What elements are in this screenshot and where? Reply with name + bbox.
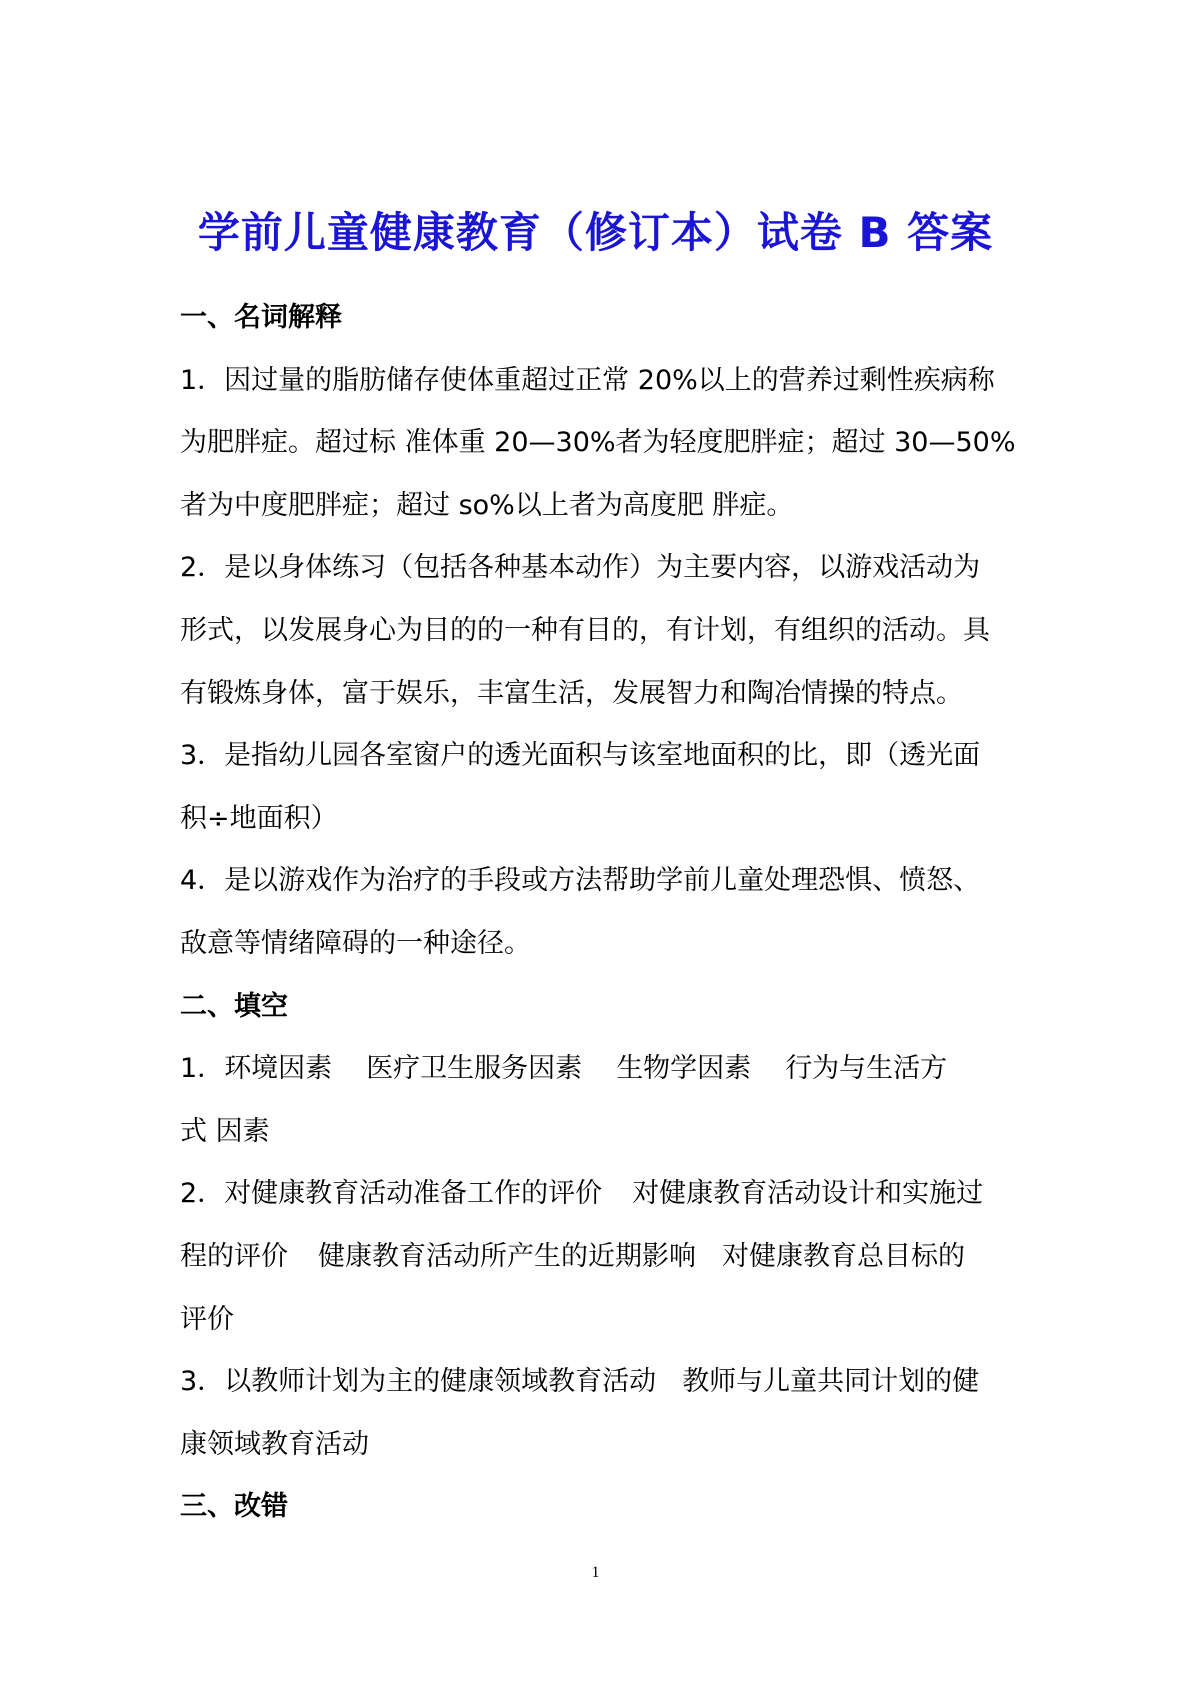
answer-line: 形式，以发展身心为目的的一种有目的，有计划，有组织的活动。具 [180, 614, 990, 646]
answer-line: 者为中度肥胖症；超过 so%以上者为高度肥 胖症。 [180, 489, 794, 521]
answer-number: 3． [180, 1366, 225, 1398]
section-heading-fill-blank: 二、填空 [180, 990, 288, 1022]
blank-answer: 行为与生活方 [785, 1053, 948, 1085]
blank-answer: 环境因素 [224, 1053, 333, 1085]
answer-number: 1． [180, 1053, 225, 1085]
blank-answer: 生物学因素 [616, 1053, 752, 1085]
section-heading-corrections: 三、改错 [180, 1491, 288, 1523]
answer-line: 3．是指幼儿园各室窗户的透光面积与该室地面积的比，即（透光面 [180, 740, 981, 772]
blank-answer: 教师与儿童共同计划的健 [682, 1366, 980, 1398]
answer-line: 2．是以身体练习（包括各种基本动作）为主要内容，以游戏活动为 [180, 552, 981, 584]
blank-answer: 健康教育活动所产生的近期影响 [318, 1240, 696, 1272]
answer-line: 为肥胖症。超过标 准体重 20—30%者为轻度肥胖症；超过 30—50% [180, 427, 1016, 459]
answer-number: 2． [180, 1178, 225, 1210]
page-number: 1 [591, 1564, 600, 1581]
answer-line: 敌意等情绪障碍的一种途径。 [180, 927, 531, 959]
document-body [180, 287, 1020, 1539]
blank-answer: 对健康教育活动准备工作的评价 [224, 1178, 603, 1210]
answer-line: 1．因过量的脂肪储存使体重超过正常 20%以上的营养过剩性疾病称 [180, 364, 995, 396]
fill-answer-2-continued [180, 1226, 1020, 1289]
fill-answer-1-continued: 式 因素 [180, 1115, 270, 1147]
document-title: 学前儿童健康教育（修订本）试卷 B 答案 [197, 208, 994, 257]
section-heading-definitions: 一、名词解释 [180, 302, 342, 333]
blank-answer: 以教师计划为主的健康领域教育活动 [224, 1366, 657, 1398]
fill-answer-3-continued: 康领域教育活动 [180, 1428, 369, 1460]
answer-line: 积÷地面积） [180, 802, 338, 834]
fill-answer-3 [180, 1351, 1020, 1414]
blank-answer: 对健康教育总目标的 [722, 1240, 965, 1272]
fill-answer-2-end: 评价 [180, 1303, 234, 1335]
answer-line: 有锻炼身体，富于娱乐，丰富生活，发展智力和陶冶情操的特点。 [180, 677, 963, 709]
blank-answer: 程的评价 [180, 1240, 288, 1272]
fill-answer-2 [180, 1163, 1020, 1226]
blank-answer: 对健康教育活动设计和实施过 [632, 1178, 984, 1210]
fill-answer-1 [180, 1038, 1020, 1101]
blank-answer: 医疗卫生服务因素 [366, 1053, 583, 1085]
answer-line: 4．是以游戏作为治疗的手段或方法帮助学前儿童处理恐惧、愤怒、 [180, 865, 981, 897]
